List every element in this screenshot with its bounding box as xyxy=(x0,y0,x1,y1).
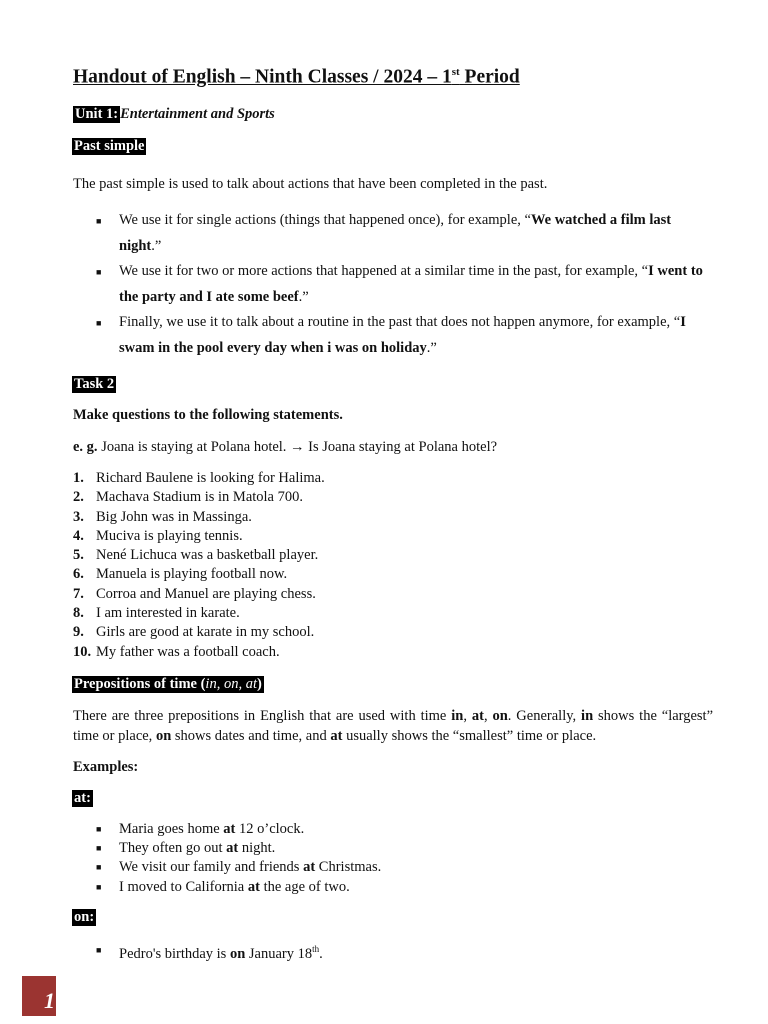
bullet-icon: ■ xyxy=(96,267,102,277)
preposition-keyword: in xyxy=(451,708,464,724)
paragraph-text: shows the “largest” time or place, xyxy=(73,708,714,744)
paragraph-text: . Generally, xyxy=(507,708,582,724)
bullet-icon: ■ xyxy=(96,216,102,226)
bullet-icon: ■ xyxy=(96,945,102,955)
preposition-keyword: in xyxy=(581,708,594,724)
task-item: 4. Muciva is playing tennis. xyxy=(73,528,243,544)
bullet-icon: ■ xyxy=(96,843,102,853)
task-item: 7. Corroa and Manuel are playing chess. xyxy=(73,586,316,602)
on-label: on: xyxy=(74,909,95,925)
at-example: I moved to California at the age of two. xyxy=(119,879,350,895)
preposition-keyword: on xyxy=(492,708,508,724)
task-item: 1. Richard Baulene is looking for Halima. xyxy=(73,470,325,486)
unit-line xyxy=(73,106,275,123)
preposition-keyword: at xyxy=(471,708,484,724)
document-title: Handout of English – Ninth Classes / 2024 – 1st Period xyxy=(73,66,520,88)
bullet-icon: ■ xyxy=(96,318,102,328)
paragraph-text: shows dates and time, and xyxy=(171,728,331,744)
page-number: 1 xyxy=(44,988,55,1013)
bullet-icon: ■ xyxy=(96,862,102,872)
on-example: Pedro's birthday is on January 18th. xyxy=(119,944,323,962)
task-item: 9. Girls are good at karate in my school. xyxy=(73,624,315,640)
task-instruction: Make questions to the following statements. xyxy=(73,407,343,423)
paragraph-text: usually shows the “smallest” time or place. xyxy=(342,728,597,744)
prepositions-paragraph xyxy=(73,706,713,746)
preposition-keyword: at xyxy=(330,728,343,744)
past-simple-bullet-3: Finally, we use it to talk about a routine in the past that does not happen anymore, for example, “I swam in the pool every day when i was on holiday.” xyxy=(119,314,686,356)
past-simple-bullet-1: We use it for single actions (things that happened once), for example, “We watched a film last night.” xyxy=(119,212,672,254)
task-example: e. g. Joana is staying at Polana hotel. → Is Joana staying at Polana hotel? xyxy=(73,439,498,455)
unit-subtitle: Entertainment and Sports xyxy=(120,106,275,122)
paragraph-text: , xyxy=(463,708,472,724)
task-heading: Task 2 xyxy=(74,376,115,392)
task-item: 2. Machava Stadium is in Matola 700. xyxy=(73,489,303,505)
task-item: 5. Nené Lichuca was a basketball player. xyxy=(73,547,319,563)
bullet-icon: ■ xyxy=(96,824,102,834)
prepositions-heading: Prepositions of time (in, on, at) xyxy=(74,676,262,692)
unit-label: Unit 1: xyxy=(75,106,119,122)
past-simple-bullet-2: We use it for two or more actions that happened at a similar time in the past, for example, “I went to the party and I ate some beef.” xyxy=(119,263,703,305)
at-label: at: xyxy=(74,790,91,806)
task-item: 3. Big John was in Massinga. xyxy=(73,509,252,525)
at-example: Maria goes home at 12 o’clock. xyxy=(119,821,305,837)
preposition-keyword: on xyxy=(155,728,172,744)
task-item: 8. I am interested in karate. xyxy=(73,605,240,621)
task-item: 10. My father was a football coach. xyxy=(73,644,280,660)
paragraph-text: , xyxy=(483,708,493,724)
examples-label: Examples: xyxy=(73,759,139,775)
at-example: They often go out at night. xyxy=(119,840,276,856)
past-simple-heading: Past simple xyxy=(74,138,145,154)
task-item: 6. Manuela is playing football now. xyxy=(73,566,288,582)
bullet-icon: ■ xyxy=(96,882,102,892)
at-example: We visit our family and friends at Christmas. xyxy=(119,859,382,875)
past-simple-intro: The past simple is used to talk about actions that have been completed in the past. xyxy=(73,176,548,192)
paragraph-text: There are three prepositions in English that are used with time xyxy=(73,708,452,724)
